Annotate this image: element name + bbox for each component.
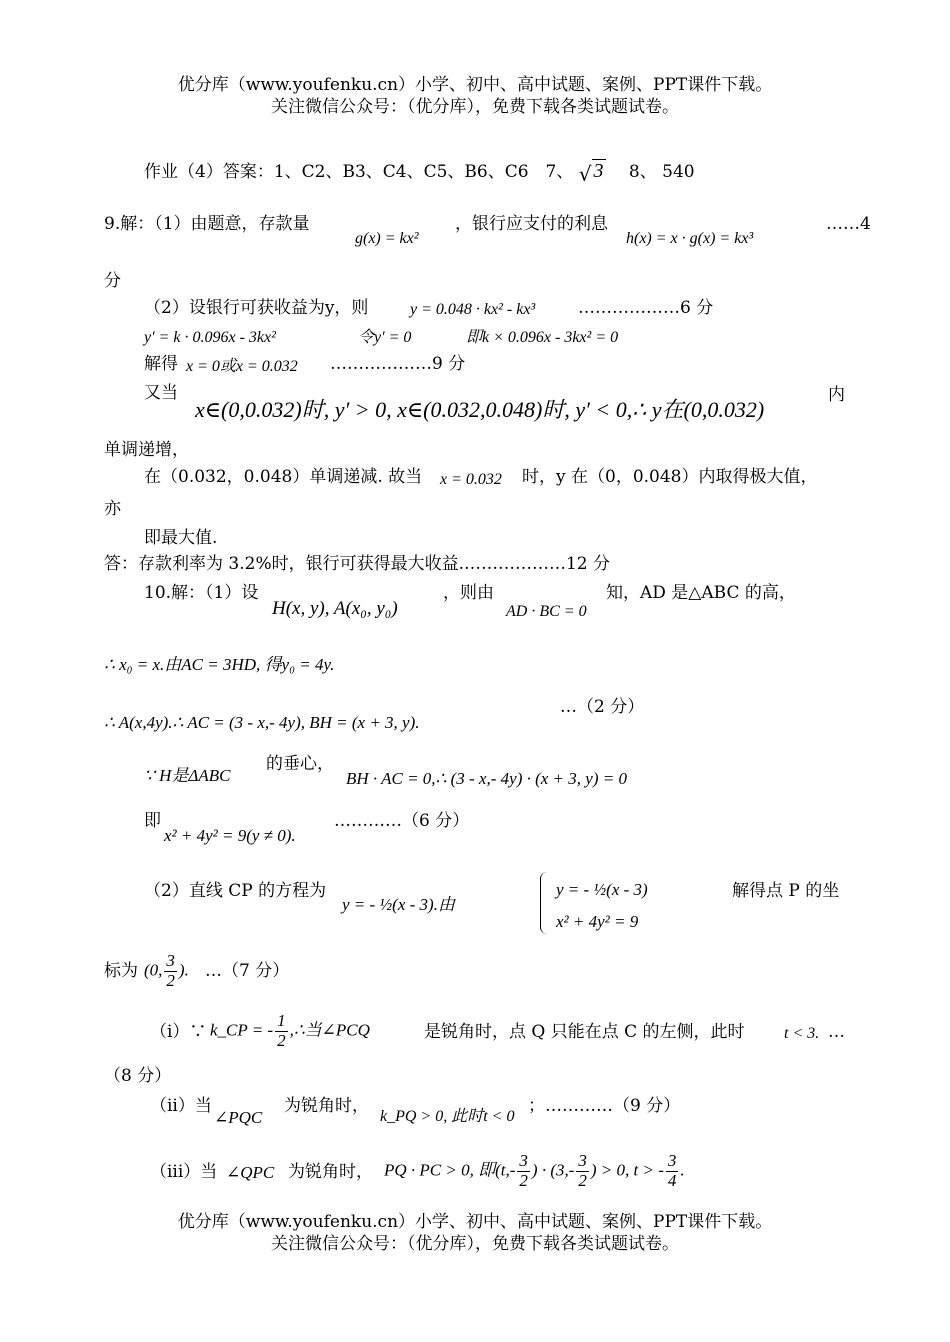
q9-line-1: [104, 215, 310, 235]
answers-prefix: 作业（4）答案：1、C2、B3、C4、C5、B6、C6 7、: [144, 162, 574, 182]
q9-formula-g: g(x) = kx²: [355, 230, 419, 247]
q9-l8-text2: 时，y 在（0，0.048）内取得极大值，: [522, 467, 818, 487]
q10-l1-text3: 知，AD 是△ABC 的高，: [606, 583, 796, 603]
q10-line-9: （8 分）: [104, 1066, 172, 1086]
q10-l10-text: （ii）当: [150, 1096, 212, 1116]
q10-l4-formula-2: BH · AC = 0,∴ (3 - x,- 4y) · (x + 3, y) = 0: [346, 769, 627, 788]
q10-l6-system-2: x² + 4y² = 9: [556, 912, 639, 931]
q10-l10-tail: ；…………（9 分）: [528, 1096, 681, 1116]
q9-line-11: 答：存款利率为 3.2%时，银行可获得最大收益.………………12 分: [104, 554, 611, 574]
q10-l8-text: （i）∵: [150, 1022, 207, 1042]
q10-l6-tail: 解得点 P 的坐: [732, 881, 840, 901]
q10-l4-formula-1: ∵ H是ΔABC: [144, 766, 231, 785]
system-brace-icon: [540, 872, 547, 934]
fraction: $\frac{3}{4}$: [667, 1151, 677, 1190]
q10-l10-formula-2: k_PQ > 0, 此时t < 0: [380, 1108, 515, 1125]
q10-l10-text2: 为锐角时，: [284, 1096, 369, 1116]
q9-l5-formula: x = 0或x = 0.032: [186, 358, 298, 375]
header-line-2: 关注微信公众号：（优分库），免费下载各类试题试卷。: [271, 97, 679, 117]
q9-l3-text: （2）设银行可获收益为y，则: [144, 298, 369, 318]
q10-l3-formula: ∴ A(x,4y).∴ AC = (3 - x,- 4y), BH = (x + 3, y).: [104, 713, 420, 732]
q10-l4-text: 的垂心，: [266, 754, 334, 774]
fraction: $\frac{3}{2}$: [578, 1151, 587, 1190]
footer-line-2: 关注微信公众号：（优分库），免费下载各类试题试卷。: [271, 1234, 679, 1254]
q10-l8-formula: k_CP = - $\frac{1}{2}$ ,∴当∠PCQ: [210, 1011, 370, 1050]
fraction: $\frac{3}{2}$: [166, 951, 175, 990]
q10-l1-formula-2: AD · BC = 0: [506, 603, 587, 620]
q9-line-10: 即最大值.: [144, 528, 218, 548]
q10-l8-text2: 是锐角时，点 Q 只能在点 C 的左侧，此时: [424, 1022, 745, 1042]
footer-line-1: 优分库（www.youfenku.cn）小学、初中、高中试题、案例、PPT课件下载。: [177, 1212, 773, 1232]
q10-l7-tail: …（7 分）: [205, 961, 290, 981]
q9-line-2: 分: [104, 271, 121, 291]
q9-formula-h: h(x) = x · g(x) = kx³: [626, 230, 754, 247]
q9-l4-formula-2: 令y′ = 0: [358, 329, 412, 346]
q9-l6-formula: x∈(0,0.032)时, y′ > 0, x∈(0.032,0.048)时, y′ < 0,∴ y在(0,0.032): [195, 397, 765, 422]
q10-l6-formula: y = - ½(x - 3).由: [342, 895, 455, 914]
answers-line: [144, 160, 695, 186]
q10-l1-formula: H(x, y), A(x₀, y₀): [272, 598, 398, 619]
q9-l8-formula: x = 0.032: [440, 471, 502, 488]
q9-l5-dots: ………………9 分: [330, 354, 466, 374]
q10-l1-text: 10.解：（1）设: [144, 583, 259, 603]
q10-l7-formula: (0, $\frac{3}{2}$ ).: [144, 951, 189, 990]
q10-l1-text2: ，则由: [443, 583, 494, 603]
q10-l5-formula: x² + 4y² = 9(y ≠ 0).: [164, 826, 296, 845]
q9-l8-text: 在（0.032，0.048）单调递减. 故当: [144, 467, 423, 487]
sqrt-icon: √: [578, 162, 592, 186]
q9-l3-dots: ………………6 分: [578, 298, 714, 318]
q10-l3-tail: …（2 分）: [560, 697, 645, 717]
q10-l6-text: （2）直线 CP 的方程为: [144, 881, 327, 901]
q9-l4-formula-1: y′ = k · 0.096x - 3kx²: [144, 329, 276, 346]
q9-l1-text2: ，银行应支付的利息: [455, 214, 608, 234]
answers-rest: 8、 540: [628, 162, 695, 182]
q10-l11-text2: 为锐角时，: [288, 1162, 373, 1182]
header-line-1: 优分库（www.youfenku.cn）小学、初中、高中试题、案例、PPT课件下载。: [177, 75, 773, 95]
q10-l8-dots: …: [828, 1022, 845, 1042]
q9-l6-tail: 内: [828, 385, 845, 405]
q9-line-7: 单调递增，: [104, 440, 189, 460]
q10-l6-system-1: y = - ½(x - 3): [556, 880, 648, 899]
sqrt-value: 3: [593, 160, 604, 182]
q9-l6-text: 又当: [144, 383, 178, 403]
q10-l2-formula: ∴ x₀ = x.由AC = 3HD, 得y₀ = 4y.: [104, 655, 335, 674]
fraction: $\frac{3}{2}$: [519, 1151, 528, 1190]
q9-l4-formula-3: 即k × 0.096x - 3kx² = 0: [466, 329, 619, 346]
q10-l10-formula: ∠PQC: [214, 1108, 263, 1127]
q10-l5-text: 即: [144, 811, 161, 831]
q10-l8-formula-3: t < 3.: [784, 1025, 820, 1042]
q10-l11-formula: ∠QPC: [226, 1163, 275, 1182]
q9-l1-text: 9.解：（1）由题意，存款量: [104, 214, 310, 234]
q10-l11-text: （iii）当: [150, 1162, 218, 1182]
q9-l3-formula: y = 0.048 · kx² - kx³: [410, 301, 536, 318]
fraction: $\frac{1}{2}$: [277, 1011, 286, 1050]
q10-l5-tail: …………（6 分）: [334, 811, 470, 831]
q10-l11-formula-2: PQ · PC > 0, 即(t,- $\frac{3}{2}$ ) · (3,- $\frac{3}{2}$ ) > 0, t > - $\frac{3}{4}$ .: [384, 1151, 685, 1190]
q10-l7-text: 标为: [104, 961, 138, 981]
q9-l1-dots: ……4: [826, 214, 871, 234]
q9-line-9: 亦: [104, 499, 121, 519]
q9-l5-text: 解得: [144, 354, 178, 374]
